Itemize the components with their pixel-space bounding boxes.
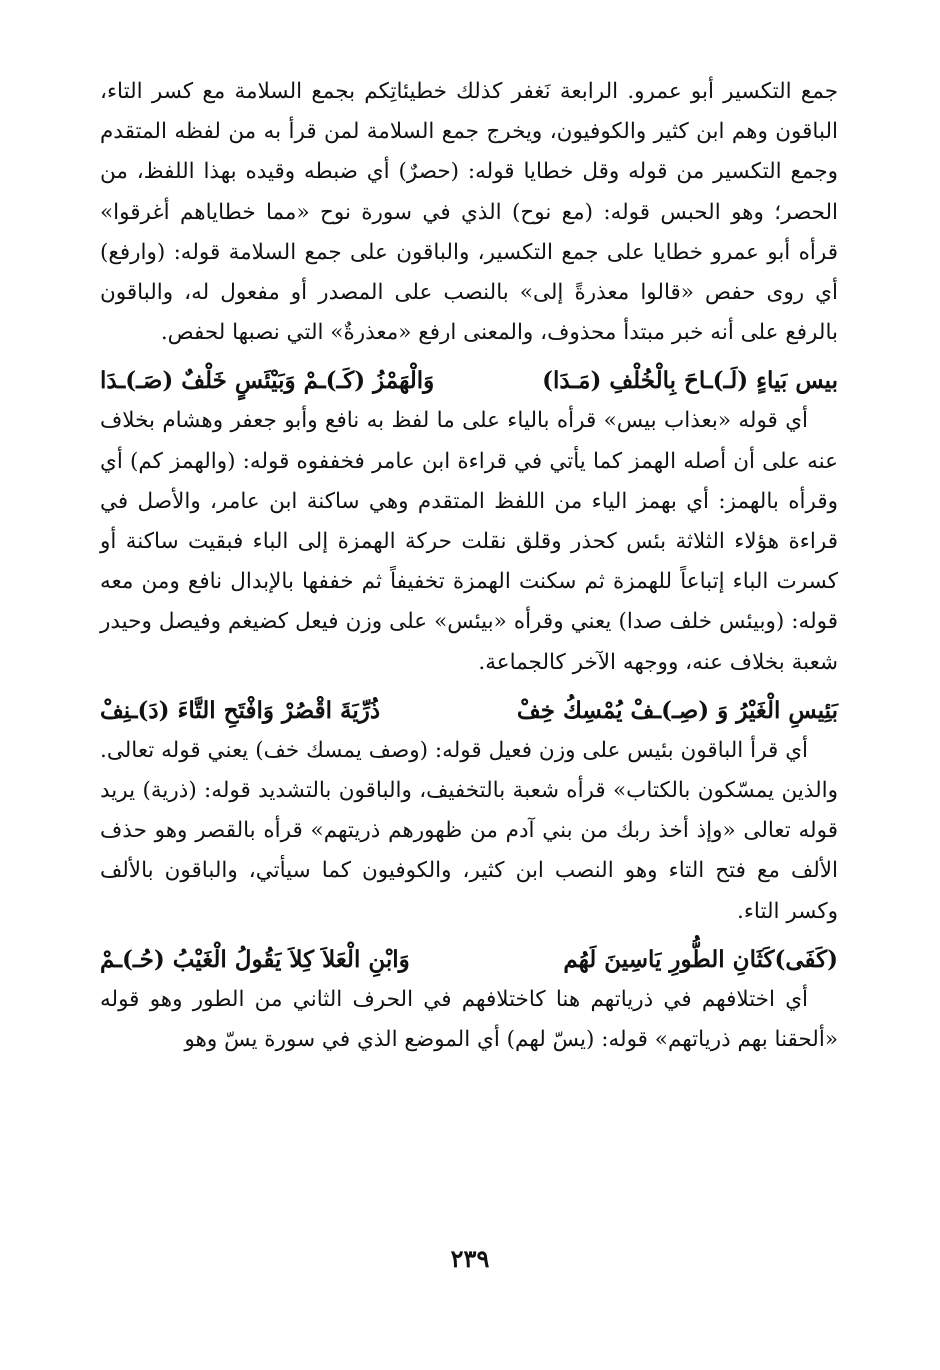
verse-3-second-hemistich: وَابْنِ الْعَلاَ كِلاَ يَقُولُ الْغَيْبُ (حُـ)ـمْ: [100, 945, 410, 973]
verse-2-second-hemistich: ذُرِّيَةَ اقْصُرْ وَافْتَحِ التَّاءَ (دَ)ـنِفْ: [100, 696, 381, 724]
page-body: [100, 72, 838, 1060]
page-number: ٢٣٩: [450, 1244, 490, 1273]
paragraph-4: أي اختلافهم في ذرياتهم هنا كاختلافهم في الحرف الثاني من الطور وهو قوله «ألحقنا بهم ذرياتهم» قوله: (يسّ لهم) أي الموضع الذي في سورة يسّ وهو: [100, 986, 838, 1053]
verse-2-first-hemistich: بَئِيسِ الْغَيْرُ وَ (صِـ)ـفْ يُمْسِكُ خِفْ: [516, 696, 838, 724]
verse-3-first-hemistich: (كَفَى)كَثَانِ الطُّورِ يَاسِينَ لَهُم: [563, 945, 838, 973]
verse-2: [100, 691, 838, 731]
paragraph-1: جمع التكسير أبو عمرو. الرابعة نَغفر كذلك خطيئاتِكم بجمع السلامة مع كسر التاء، الباقون وهم ابن كثير والكوفيون، ويخرج جمع السلامة لمن قرأ به من لفظه المتقدم وجمع التكسير من قوله وقل خطايا قوله: (حصرٌ) أي ضبطه وقيده بهذا اللفظ، من الحصر؛ وهو الحبس قوله: (مع نوح) الذي في سورة نوح «مما خطاياهم أغرقوا» قرأه أبو عمرو خطايا على جمع التكسير، والباقون على جمع السلامة قوله: (وارفع) أي روى حفص «قالوا معذرةً إلى» بالنصب على المصدر أو مفعول له، والباقون بالرفع على أنه خبر مبتدأ محذوف، والمعنى ارفع «معذرةٌ» التي نصبها لحفص.: [100, 79, 838, 346]
verse-1-first-hemistich: بيس بَياءٍ (لَـ)ـاحَ بِالْخُلْفِ (مَـدَا): [542, 367, 838, 395]
verse-3: [100, 940, 838, 980]
paragraph-3: أي قرأ الباقون بئيس على وزن فعيل قوله: (وصف يمسك خف) يعني قوله تعالى. والذين يمسّكون بالكتاب» قرأه شعبة بالتخفيف، والباقون بالتشديد قوله: (ذرية) يريد قوله تعالى «وإذ أخذ ربك من بني آدم من ظهورهم ذريتهم» قرأه بالقصر وهو حذف الألف مع فتح التاء وهو النصب ابن كثير، والكوفيون كما سيأتي، والباقون بالألف وكسر التاء.: [100, 737, 838, 924]
verse-1-second-hemistich: وَالْهَمْزُ (كَـ)ـمْ وَبَيْئَسٍ خَلْفٌ (صَـ)ـدَا: [100, 367, 435, 395]
verse-1: [100, 361, 838, 401]
paragraph-2: أي قوله «بعذاب بيس» قرأه بالياء على ما لفظ به نافع وأبو جعفر وهشام بخلاف عنه على أن أصله الهمز كما يأتي في قراءة ابن عامر فخففوه قوله: (والهمز كم) أي وقرأه بالهمز: أي بهمز الياء من اللفظ المتقدم وهي ساكنة ابن عامر، والأصل في قراءة هؤلاء الثلاثة بئس كحذر وقلق نقلت حركة الهمزة إلى الباء فبقيت ساكنة أو كسرت الباء إتباعاً للهمزة ثم سكنت الهمزة تخفيفاً ثم خففها بالإبدال نافع ومن معه قوله: (وبيئس خلف صدا) يعني وقرأه «بيئس» على وزن فيعل كضيغم وفيصل وحيدر شعبة بخلاف عنه، ووجهه الآخر كالجماعة.: [100, 408, 838, 675]
